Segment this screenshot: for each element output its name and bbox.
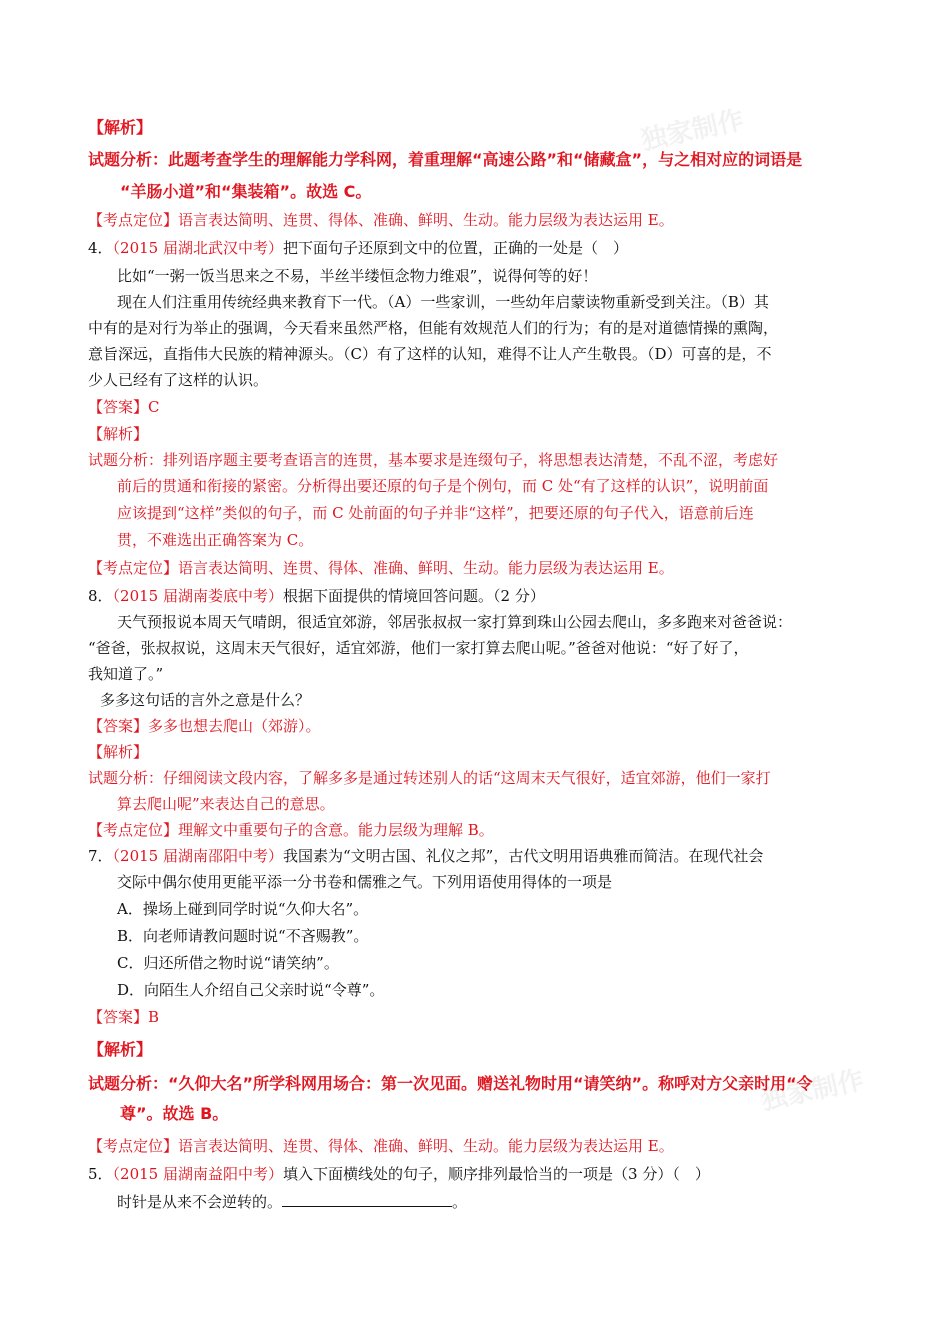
- kaodian-text: 语言表达简明、连贯、得体、准确、鲜明、生动。能力层级为表达运用 E。: [178, 559, 674, 577]
- kaodian-text: 语言表达简明、连贯、得体、准确、鲜明、生动。能力层级为表达运用 E。: [178, 1137, 674, 1155]
- answer-line: [88, 1007, 159, 1027]
- passage-line: 我知道了。”: [88, 665, 164, 683]
- answer-blank[interactable]: [282, 1192, 452, 1207]
- analysis-line: “羊肠小道”和“集装箱”。故选 C。: [120, 182, 372, 201]
- kaodian-tag: 【考点定位】: [88, 821, 179, 839]
- kaodian-line: [88, 210, 674, 230]
- question-5-stem: [88, 1164, 710, 1184]
- question-number: 7．: [88, 847, 113, 865]
- question-source: （2015 届湖南益阳中考）: [112, 1165, 283, 1183]
- answer-value: 多多也想去爬山（郊游）。: [148, 717, 321, 735]
- analysis-line: 试题分析：排列语序题主要考查语言的连贯，基本要求是连缀句子，将思想表达清楚，不乱不涩，考虑好: [88, 451, 779, 469]
- answer-value: B: [148, 1008, 160, 1026]
- kaodian-tag: 【考点定位】: [88, 211, 179, 229]
- question-number: 5．: [88, 1165, 113, 1183]
- question-source: （2015 届湖北武汉中考）: [112, 239, 283, 257]
- kaodian-text: 语言表达简明、连贯、得体、准确、鲜明、生动。能力层级为表达运用 E。: [178, 211, 674, 229]
- fill-blank-line: [117, 1192, 467, 1212]
- answer-tag: 【答案】: [88, 398, 149, 416]
- passage-line: 现在人们注重用传统经典来教育下一代。（A）一些家训，一些幼年启蒙读物重新受到关注。（B）其: [117, 293, 769, 311]
- fill-blank-start: 时针是从来不会逆转的。: [117, 1193, 283, 1211]
- option-d: D．向陌生人介绍自己父亲时说“令尊”。: [117, 981, 385, 999]
- question-stem: 填入下面横线处的句子，顺序排列最恰当的一项是（3 分）（ ）: [283, 1165, 710, 1183]
- question-stem: 把下面句子还原到文中的位置，正确的一处是（ ）: [283, 239, 629, 257]
- kaodian-tag: 【考点定位】: [88, 1137, 179, 1155]
- analysis-line: 试题分析：“久仰大名”所学科网用场合：第一次见面。赠送礼物时用“请笑纳”。称呼对方父亲时用“令: [88, 1074, 813, 1093]
- answer-value: C: [148, 398, 160, 416]
- jiexi-heading: 【解析】: [88, 1040, 153, 1059]
- question-stem: 我国素为“文明古国、礼仪之邦”，古代文明用语典雅而简洁。在现代社会: [283, 847, 764, 865]
- passage-line: 中有的是对行为举止的强调，今天看来虽然严格，但能有效规范人们的行为；有的是对道德情操的熏陶，: [88, 319, 779, 337]
- question-stem-line: 交际中偶尔使用更能平添一分书卷和儒雅之气。下列用语使用得体的一项是: [117, 873, 613, 891]
- kaodian-text: 理解文中重要句子的含意。能力层级为理解 B。: [178, 821, 494, 839]
- question-number: 8．: [88, 587, 113, 605]
- passage-line: 意旨深远，直指伟大民族的精神源头。（C）有了这样的认知，难得不让人产生敬畏。（D）可喜的是，不: [88, 345, 772, 363]
- answer-tag: 【答案】: [88, 1008, 149, 1026]
- fill-blank-end: 。: [452, 1193, 468, 1211]
- jiexi-heading: 【解析】: [88, 743, 149, 761]
- quote-sentence: 比如“一粥一饭当思来之不易，半丝半缕恒念物力维艰”，说得何等的好！: [117, 267, 598, 285]
- analysis-line: 前后的贯通和衔接的紧密。分析得出要还原的句子是个例句，而 C 处“有了这样的认识”，说明前面: [117, 477, 769, 495]
- analysis-line: 算去爬山呢”来表达自己的意思。: [117, 795, 335, 813]
- option-c: C．归还所借之物时说“请笑纳”。: [117, 954, 339, 972]
- jiexi-heading: 【解析】: [88, 425, 149, 443]
- watermark: 独家制作: [638, 105, 747, 157]
- question-source: （2015 届湖南邵阳中考）: [112, 847, 283, 865]
- analysis-line: 应该提到“这样”类似的句子，而 C 处前面的句子并非“这样”，把要还原的句子代入，语意前后连: [117, 504, 754, 522]
- answer-line: [88, 397, 160, 417]
- question-4-stem: [88, 238, 628, 258]
- kaodian-line: [88, 1136, 674, 1156]
- jiexi-heading: 【解析】: [88, 118, 153, 137]
- answer-line: [88, 716, 321, 736]
- question-8-stem: [88, 586, 545, 606]
- question-line: 多多这句话的言外之意是什么？: [100, 691, 311, 709]
- kaodian-line: [88, 820, 494, 840]
- analysis-line: 贯，不难选出正确答案为 C。: [117, 531, 314, 549]
- passage-line: 天气预报说本周天气晴朗，很适宜郊游，邻居张叔叔一家打算到珠山公园去爬山，多多跑来对爸爸说：: [117, 613, 793, 631]
- question-source: （2015 届湖南娄底中考）: [112, 587, 283, 605]
- watermark: 独家制作: [758, 1065, 867, 1117]
- answer-tag: 【答案】: [88, 717, 149, 735]
- option-b: B．向老师请教问题时说“不吝赐教”。: [117, 927, 369, 945]
- analysis-line: 尊”。故选 B。: [120, 1104, 229, 1123]
- passage-line: “爸爸，张叔叔说，这周末天气很好，适宜郊游，他们一家打算去爬山呢。”爸爸对他说：“好了好了，: [88, 639, 749, 657]
- question-7-stem: [88, 846, 763, 866]
- question-stem: 根据下面提供的情境回答问题。（2 分）: [283, 587, 545, 605]
- kaodian-line: [88, 558, 674, 578]
- passage-line: 少人已经有了这样的认识。: [88, 371, 269, 389]
- question-number: 4．: [88, 239, 113, 257]
- analysis-line: 试题分析：仔细阅读文段内容，了解多多是通过转述别人的话“这周末天气很好，适宜郊游，他们一家打: [88, 769, 771, 787]
- kaodian-tag: 【考点定位】: [88, 559, 179, 577]
- analysis-line: 试题分析：此题考查学生的理解能力学科网，着重理解“高速公路”和“储藏盒”，与之相对应的词语是: [88, 150, 803, 169]
- option-a: A．操场上碰到同学时说“久仰大名”。: [117, 900, 369, 918]
